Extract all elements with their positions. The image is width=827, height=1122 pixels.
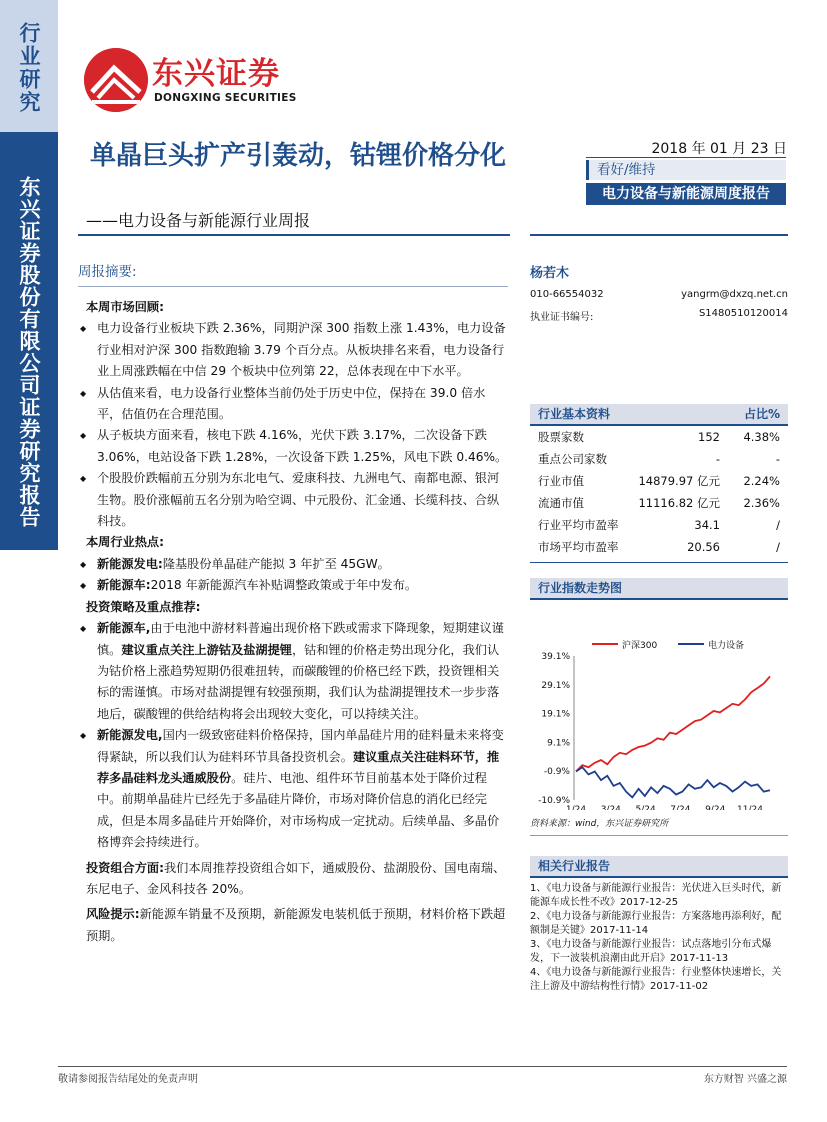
row-ratio: 2.36%	[743, 496, 780, 510]
table-row	[530, 492, 788, 514]
list-item: ◆ 个股股价跌幅前五分别为东北电气、爱康科技、九洲电气、南都电源、银河生物。股价涨幅前五名分别为哈空调、中元股份、汇金通、长缆科技、合纵科技。	[78, 468, 508, 532]
footer-slogan: 东方财智 兴盛之源	[703, 1074, 787, 1085]
y-tick-label: -10.9%	[538, 796, 570, 806]
legend-label: 沪深300	[622, 641, 658, 651]
list-item[interactable]: 3、《电力设备与新能源行业报告：试点落地引分布式爆发，下一波装机浪潮由此开启》2017-11-13	[530, 939, 772, 964]
analyst-email[interactable]: yangrm@dxzq.net.cn	[681, 289, 788, 300]
row-ratio: 4.38%	[743, 430, 780, 444]
series-line	[576, 767, 770, 797]
list-item	[78, 554, 508, 575]
analyst-name: 杨若木	[530, 266, 570, 281]
sidebar-company-label: 东兴证券股份有限公司证券研究报告	[17, 176, 41, 528]
row-label: 行业平均市盈率	[538, 518, 619, 532]
industry-info-ratio-header: 占比%	[743, 407, 780, 421]
hotspot-label: 新能源车:	[97, 578, 151, 593]
index-chart	[530, 600, 788, 810]
analyst-cert: S1480510120014	[698, 308, 788, 319]
x-tick-label: 9/24	[705, 805, 726, 810]
x-tick-label: 5/24	[635, 805, 656, 810]
chart-title: 行业指数走势图	[530, 578, 788, 598]
y-tick-label: 39.1%	[541, 652, 570, 662]
row-value: 11116.82 亿元	[638, 496, 720, 510]
row-ratio: 2.24%	[743, 474, 780, 488]
footer-disclaimer: 敬请参阅报告结尾处的免责声明	[58, 1074, 198, 1085]
y-tick-label: 29.1%	[541, 680, 570, 691]
industry-info	[530, 404, 788, 563]
row-label: 股票家数	[538, 430, 584, 444]
x-tick-label: 11/24	[737, 805, 763, 810]
row-label: 市场平均市盈率	[538, 540, 619, 554]
row-value: 14879.97 亿元	[638, 474, 720, 488]
strategy-ev-text2: ，钴和锂的价格走势出现分化，我们认为钴价格上涨趋势短期仍很难扭转，而碳酸锂的价格已经下跌，投资锂相关标的需谨慎。市场对盐湖提锂有较强预期，我们认为盐湖提锂技术一步步落地后，碳酸锂的供给结构将会出现较大变化，可以持续关注。	[97, 642, 500, 721]
title-divider	[78, 234, 510, 236]
table-row	[530, 426, 788, 448]
related-reports-title: 相关行业报告	[530, 856, 788, 876]
x-tick-label: 1/24	[565, 805, 587, 810]
list-item: ◆ 从子板块方面来看，核电下跌 4.16%，光伏下跌 3.17%，二次设备下跌 3.06%，电站设备下跌 1.28%，一次设备下跌 1.25%，风电下跌 0.46%。	[78, 425, 508, 468]
related-reports	[530, 856, 788, 994]
row-value: 20.56	[687, 540, 720, 554]
summary-heading: 周报摘要:	[78, 264, 137, 280]
strategy-ev-bold: 建议重点关注上游钴及盐湖提锂	[121, 642, 292, 657]
row-ratio: -	[775, 452, 780, 466]
portfolio-text: 我们本周推荐投资组合如下，通威股份、盐湖股份、国电南瑞、东尼电子、金风科技各 20%。	[86, 860, 506, 896]
strategy-ev-label: 新能源车,	[97, 621, 151, 636]
industry-info-table	[530, 426, 788, 558]
legend-label: 电力设备	[708, 641, 745, 651]
list-item[interactable]: 4、《电力设备与新能源行业报告：行业整体快速增长，关注上游及中游结构性行情》2017-11-02	[530, 967, 782, 992]
hotspot-text: 隆基股份单晶硅产能拟 3 年扩至 45GW。	[162, 556, 390, 571]
hotspot-text: 2018 年新能源汽车补贴调整政策或于年中发布。	[150, 578, 418, 593]
sidebar-category	[0, 0, 58, 132]
portfolio-label: 投资组合方面:	[86, 860, 164, 875]
series-line	[576, 676, 770, 771]
row-ratio: /	[776, 540, 780, 554]
row-label: 重点公司家数	[538, 452, 607, 466]
row-ratio: /	[776, 518, 780, 532]
list-item[interactable]: 2、《电力设备与新能源行业报告：方案落地再添利好，配额制是关键》2017-11-14	[530, 911, 782, 936]
table-row	[530, 448, 788, 470]
sidebar-company	[0, 132, 58, 550]
analyst-cert-label: 执业证书编号:	[530, 312, 594, 323]
table-row	[530, 470, 788, 492]
portfolio-paragraph	[78, 858, 508, 901]
report-date: 2018 年 01 月 23 日	[651, 141, 787, 157]
y-tick-label: -0.9%	[543, 767, 570, 778]
report-subtitle: ——电力设备与新能源行业周报	[86, 211, 311, 230]
analyst-block	[530, 262, 788, 323]
risk-text: 新能源车销量不及预期，新能源发电装机低于预期，材料价格下跌超预期。	[86, 907, 506, 943]
list-item	[78, 725, 508, 853]
report-title: 单晶巨头扩产引轰动，钴锂价格分化	[89, 141, 506, 171]
rating-badge: 看好/维持	[586, 160, 786, 180]
x-tick-label: 3/24	[600, 805, 621, 810]
sidebar-category-label: 行业研究	[17, 22, 41, 114]
date-divider	[586, 157, 786, 158]
report-type-badge: 电力设备与新能源周度报告	[586, 183, 786, 205]
right-divider	[530, 234, 788, 236]
row-value: 34.1	[694, 518, 720, 532]
footer	[58, 1070, 787, 1085]
index-chart-section	[530, 578, 788, 836]
market-review-title: 本周市场回顾:	[86, 300, 164, 314]
strategy-ne-label: 新能源发电,	[97, 728, 163, 743]
strategy-ne-bold: 建议重点关注硅料环节，推荐多晶硅料龙头通威股份	[97, 749, 500, 785]
row-value: 152	[698, 430, 720, 444]
strategy-ne-text1: 国内一级致密硅料价格保持，国内单晶硅片用的硅料量未来将变得紧缺，所以我们认为硅料环节具备投资机会。	[97, 728, 504, 764]
strategy-ev-text1: 由于电池中游材料普遍出现价格下跌或需求下降现象，短期建议谨慎。	[97, 621, 504, 657]
y-tick-label: 9.1%	[547, 738, 570, 749]
list-item	[78, 575, 508, 596]
hotspots-title: 本周行业热点:	[86, 535, 164, 550]
summary-section	[78, 260, 508, 947]
list-item[interactable]: 1、《电力设备与新能源行业报告：光伏进入巨头时代，新能源车成长性不改》2017-12-25	[530, 883, 782, 908]
row-label: 行业市值	[538, 474, 584, 488]
strategy-title: 投资策略及重点推荐:	[86, 599, 201, 614]
list-item: ◆ 从估值来看，电力设备行业整体当前仍处于历史中位，保持在 39.0 倍水平，估值仍在合理范围。	[78, 383, 508, 426]
summary-divider	[78, 286, 508, 287]
footer-divider	[58, 1066, 787, 1067]
table-row	[530, 514, 788, 536]
analyst-phone: 010-66554032	[530, 289, 604, 300]
strategy-ne-text2: 。硅片、电池、组件环节目前基本处于降价过程中。前期单晶硅片已经先于多晶硅片降价，市场对降价信息的消化已经完成，但是本周多晶硅片开始降价，对市场构成一定扰动。后续单晶、多晶价格博弈会持续进行。	[97, 770, 500, 850]
hotspot-label: 新能源发电:	[97, 556, 163, 571]
logo-icon	[84, 48, 148, 112]
logo-text: 东兴证券	[152, 56, 280, 92]
list-item: ◆ 电力设备行业板块下跌 2.36%，同期沪深 300 指数上涨 1.43%，电力设备行业相对沪深 300 指数跑输 3.79 个百分点。从板块排名来看，电力设备行业上周涨跌幅在中信 29 个板块中位列第 22，总体表现在中下水平。	[78, 318, 508, 382]
chart-source: 资料来源：wind，东兴证券研究所	[530, 819, 669, 829]
row-value: -	[715, 452, 720, 466]
y-tick-label: 19.1%	[541, 709, 570, 720]
logo-text-en: DONGXING SECURITIES	[154, 92, 297, 104]
table-row	[530, 536, 788, 558]
industry-info-title: 行业基本资料	[538, 407, 611, 421]
list-item	[78, 618, 508, 725]
risk-paragraph	[78, 904, 508, 947]
row-label: 流通市值	[538, 496, 584, 510]
x-tick-label: 7/24	[670, 805, 691, 810]
risk-label: 风险提示:	[86, 907, 140, 922]
industry-info-header	[530, 404, 788, 424]
